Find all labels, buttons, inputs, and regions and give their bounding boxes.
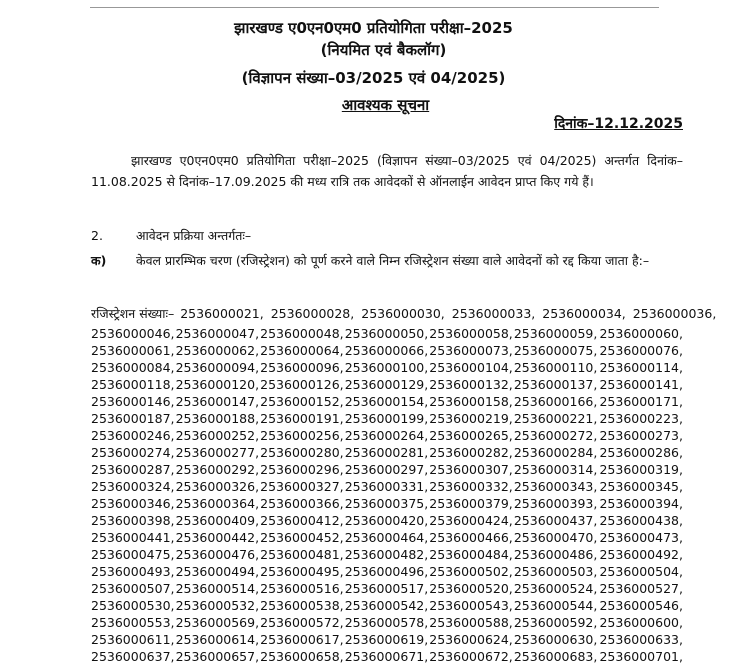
registration-number: 2536000671, — [344, 649, 429, 664]
registration-number: 2536000286, — [599, 445, 683, 460]
registration-number: 2536000021, — [180, 306, 264, 321]
registration-number: 2536000466, — [429, 530, 513, 545]
registration-number: 2536000398, — [91, 513, 175, 528]
registration-number: 2536000326, — [175, 479, 260, 494]
registration-number: 2536000307, — [429, 462, 513, 477]
point-2-number: 2. — [91, 228, 103, 243]
registration-number: 2536000495, — [260, 564, 344, 579]
registration-number: 2536000047, — [175, 326, 260, 341]
registration-number: 2536000319, — [599, 462, 683, 477]
registration-number: 2536000141, — [599, 377, 683, 392]
registration-number: 2536000282, — [429, 445, 513, 460]
registration-first-line — [91, 305, 716, 322]
registration-number: 2536000346, — [91, 496, 175, 511]
registration-number: 2536000543, — [429, 598, 513, 613]
registration-number: 2536000273, — [599, 428, 683, 443]
registration-number: 2536000475, — [91, 547, 175, 562]
registration-number: 2536000331, — [344, 479, 429, 494]
registration-number: 2536000281, — [344, 445, 429, 460]
registration-number: 2536000527, — [599, 581, 683, 596]
registration-number: 2536000592, — [513, 615, 598, 630]
registration-number: 2536000470, — [513, 530, 598, 545]
registration-number: 2536000517, — [344, 581, 429, 596]
registration-number: 2536000096, — [260, 360, 344, 375]
registration-number: 2536000272, — [513, 428, 598, 443]
registration-number: 2536000482, — [344, 547, 429, 562]
exam-subtitle: (नियमित एवं बैकलॉग) — [320, 41, 447, 59]
registration-number: 2536000658, — [260, 649, 344, 664]
registration-number: 2536000588, — [429, 615, 513, 630]
registration-number: 2536000064, — [260, 343, 344, 358]
registration-number: 2536000120, — [175, 377, 260, 392]
registration-number: 2536000412, — [260, 513, 344, 528]
registration-number: 2536000166, — [513, 394, 598, 409]
registration-number: 2536000630, — [513, 632, 598, 647]
registration-number: 2536000614, — [175, 632, 260, 647]
registration-number: 2536000050, — [344, 326, 429, 341]
registration-number: 2536000496, — [344, 564, 429, 579]
registration-number: 2536000129, — [344, 377, 429, 392]
registration-number: 2536000084, — [91, 360, 175, 375]
registration-number: 2536000221, — [513, 411, 598, 426]
registration-number: 2536000152, — [260, 394, 344, 409]
registration-number: 2536000409, — [175, 513, 260, 528]
point-2-text: आवेदन प्रक्रिया अन्तर्गतः– — [136, 228, 252, 243]
registration-number: 2536000314, — [513, 462, 598, 477]
registration-number: 2536000532, — [175, 598, 260, 613]
registration-number: 2536000191, — [260, 411, 344, 426]
registration-number: 2536000061, — [91, 343, 175, 358]
registration-number: 2536000199, — [344, 411, 429, 426]
registration-number: 2536000028, — [270, 306, 355, 321]
registration-number: 2536000287, — [91, 462, 175, 477]
registration-number: 2536000132, — [429, 377, 513, 392]
registration-number: 2536000187, — [91, 411, 175, 426]
registration-number: 2536000514, — [175, 581, 260, 596]
registration-number: 2536000274, — [91, 445, 175, 460]
registration-number: 2536000516, — [260, 581, 344, 596]
registration-number: 2536000544, — [513, 598, 598, 613]
registration-number: 2536000437, — [513, 513, 598, 528]
top-rule — [90, 0, 659, 8]
registration-number: 2536000657, — [175, 649, 260, 664]
registration-number: 2536000441, — [91, 530, 175, 545]
registration-number: 2536000364, — [175, 496, 260, 511]
registration-number: 2536000611, — [91, 632, 175, 647]
registration-number: 2536000442, — [175, 530, 260, 545]
registration-number: 2536000246, — [91, 428, 175, 443]
registration-number: 2536000503, — [513, 564, 598, 579]
registration-number: 2536000219, — [429, 411, 513, 426]
registration-number: 2536000114, — [599, 360, 683, 375]
point-2 — [91, 227, 251, 244]
registration-number: 2536000264, — [344, 428, 429, 443]
registration-number: 2536000046, — [91, 326, 175, 341]
registration-number: 2536000578, — [344, 615, 429, 630]
registration-number: 2536000066, — [344, 343, 429, 358]
registration-number: 2536000223, — [599, 411, 683, 426]
registration-number: 2536000076, — [599, 343, 683, 358]
registration-number: 2536000672, — [429, 649, 513, 664]
registration-number: 2536000332, — [429, 479, 513, 494]
registration-number: 2536000546, — [599, 598, 683, 613]
registration-number: 2536000147, — [175, 394, 260, 409]
registration-number: 2536000100, — [344, 360, 429, 375]
registration-number: 2536000452, — [260, 530, 344, 545]
registration-number: 2536000292, — [175, 462, 260, 477]
registration-number: 2536000524, — [513, 581, 598, 596]
registration-number: 2536000171, — [599, 394, 683, 409]
registration-number: 2536000034, — [542, 306, 626, 321]
registration-number: 2536000393, — [513, 496, 598, 511]
registration-number: 2536000473, — [599, 530, 683, 545]
registration-number: 2536000464, — [344, 530, 429, 545]
registration-number: 2536000104, — [429, 360, 513, 375]
exam-title: झारखण्ड ए0एन0एम0 प्रतियोगिता परीक्षा–2025 — [234, 19, 513, 37]
registration-number: 2536000438, — [599, 513, 683, 528]
registration-number: 2536000277, — [175, 445, 260, 460]
registration-number: 2536000280, — [260, 445, 344, 460]
registration-number: 2536000600, — [599, 615, 683, 630]
registration-number: 2536000126, — [260, 377, 344, 392]
registration-number: 2536000394, — [599, 496, 683, 511]
registration-number: 2536000110, — [513, 360, 598, 375]
registration-number: 2536000048, — [260, 326, 344, 341]
registration-number: 2536000030, — [361, 306, 445, 321]
registration-number: 2536000424, — [429, 513, 513, 528]
registration-number: 2536000553, — [91, 615, 175, 630]
registration-number: 2536000062, — [175, 343, 260, 358]
registration-number: 2536000569, — [175, 615, 260, 630]
registration-number: 2536000494, — [175, 564, 260, 579]
registration-number: 2536000484, — [429, 547, 513, 562]
registration-number: 2536000146, — [91, 394, 175, 409]
registration-number: 2536000530, — [91, 598, 175, 613]
registration-number: 2536000060, — [599, 326, 683, 341]
point-k-label: क) — [91, 253, 107, 268]
notice-date: दिनांक–12.12.2025 — [554, 116, 683, 132]
registration-number: 2536000075, — [513, 343, 598, 358]
registration-number: 2536000637, — [91, 649, 175, 664]
registration-number: 2536000538, — [260, 598, 344, 613]
registration-number: 2536000059, — [513, 326, 598, 341]
registration-number: 2536000324, — [91, 479, 175, 494]
registration-number: 2536000343, — [513, 479, 598, 494]
registration-number: 2536000502, — [429, 564, 513, 579]
registration-number: 2536000073, — [429, 343, 513, 358]
registration-label: रजिस्ट्रेशन संख्याः– — [91, 306, 175, 321]
registration-number: 2536000420, — [344, 513, 429, 528]
registration-number: 2536000094, — [175, 360, 260, 375]
registration-number: 2536000036, — [632, 306, 717, 321]
registration-number: 2536000617, — [260, 632, 344, 647]
registration-number: 2536000542, — [344, 598, 429, 613]
registration-number: 2536000492, — [599, 547, 683, 562]
registration-number: 2536000265, — [429, 428, 513, 443]
registration-number: 2536000296, — [260, 462, 344, 477]
registration-number: 2536000619, — [344, 632, 429, 647]
registration-number: 2536000327, — [260, 479, 344, 494]
registration-number: 2536000379, — [429, 496, 513, 511]
registration-number: 2536000633, — [599, 632, 683, 647]
registration-number: 2536000476, — [175, 547, 260, 562]
point-k-text: केवल प्रारम्भिक चरण (रजिस्ट्रेशन) को पूर्ण करने वाले निम्न रजिस्ट्रेशन संख्या वाले आवेदनों को रद्द किया जाता है:– — [136, 253, 650, 268]
intro-paragraph: झारखण्ड ए0एन0एम0 प्रतियोगिता परीक्षा–2025 (विज्ञापन संख्या–03/2025 एवं 04/2025) अन्तर्गत दिनांक–11.08.2025 से दिनांक–17.09.2025 की मध्य रात्रि तक आवेदकों से ऑनलाईन आवेदन प्राप्त किए गये हैं। — [91, 153, 683, 189]
point-k — [91, 250, 683, 271]
registration-number: 2536000297, — [344, 462, 429, 477]
registration-number: 2536000345, — [599, 479, 683, 494]
advertisement-number: (विज्ञापन संख्या–03/2025 एवं 04/2025) — [241, 69, 506, 87]
registration-number: 2536000252, — [175, 428, 260, 443]
registration-number: 2536000481, — [260, 547, 344, 562]
notice-heading: आवश्यक सूचना — [341, 96, 430, 114]
registration-number: 2536000158, — [429, 394, 513, 409]
registration-number: 2536000188, — [175, 411, 260, 426]
registration-number: 2536000504, — [599, 564, 683, 579]
registration-number: 2536000058, — [429, 326, 513, 341]
registration-number: 2536000033, — [451, 306, 536, 321]
registration-number: 2536000154, — [344, 394, 429, 409]
registration-number: 2536000507, — [91, 581, 175, 596]
registration-number: 2536000701, — [599, 649, 683, 664]
registration-number: 2536000256, — [260, 428, 344, 443]
registration-number: 2536000375, — [344, 496, 429, 511]
registration-number: 2536000683, — [513, 649, 598, 664]
registration-number: 2536000486, — [513, 547, 598, 562]
registration-number: 2536000572, — [260, 615, 344, 630]
registration-number: 2536000493, — [91, 564, 175, 579]
registration-number: 2536000366, — [260, 496, 344, 511]
registration-number: 2536000624, — [429, 632, 513, 647]
registration-number: 2536000284, — [513, 445, 598, 460]
registration-number: 2536000118, — [91, 377, 175, 392]
registration-number: 2536000137, — [513, 377, 598, 392]
registration-number-grid — [91, 325, 683, 665]
registration-number: 2536000520, — [429, 581, 513, 596]
